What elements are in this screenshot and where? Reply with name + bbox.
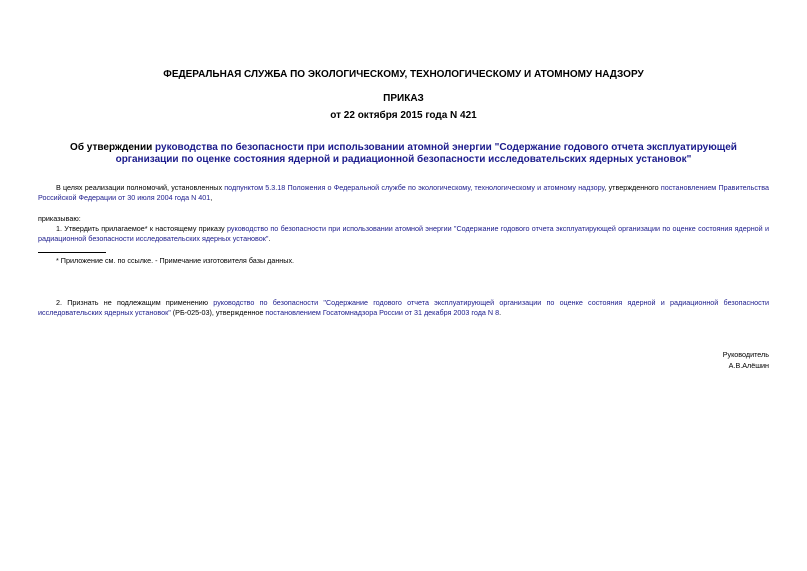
preamble-paragraph (38, 183, 769, 203)
order-word: приказываю: (38, 214, 81, 223)
footnote-separator (38, 252, 106, 253)
item-1-link-guide[interactable]: руководство по безопасности при использовании атомной энергии "Содержание годового отчета эксплуатирующей организации по оценке состояния ядерной и радиационной безопасности исследовательских ядерных установок" (38, 224, 769, 243)
item-1-paragraph (38, 224, 769, 244)
item-2-link-decree[interactable]: постановлением Госатомнадзора России от 31 декабря 2003 года N 8 (265, 308, 500, 317)
preamble-text-1: В целях реализации полномочий, установленных (56, 183, 225, 192)
item-2-text-1: 2. Признать не подлежащим применению (56, 298, 214, 307)
doc-type-heading: ПРИКАЗ (383, 93, 424, 104)
preamble-text-3: , (210, 193, 213, 202)
signature-role: Руководитель (722, 350, 769, 359)
signature-block (723, 349, 769, 371)
signature-name: А.В.Алёшин (728, 361, 769, 370)
title-prefix: Об утверждении (70, 142, 156, 153)
document-title (38, 142, 769, 166)
item-2-paragraph (38, 298, 769, 318)
item-1-text-2: . (268, 234, 271, 243)
preamble-link-regulation[interactable]: подпунктом 5.3.18 Положения о Федеральной службе по экологическому, технологическому и атомному надзору (224, 183, 605, 192)
doc-date-number: от 22 октября 2015 года N 421 (330, 110, 477, 121)
item-2-text-2: (РБ-025-03), утвержденное (170, 308, 266, 317)
item-2-link-guide[interactable]: руководство по безопасности "Содержание годового отчета эксплуатирующей организации по оценке состояния ядерной и радиационной безопасности исследовательских ядерных установок" (38, 298, 769, 317)
agency-heading: ФЕДЕРАЛЬНАЯ СЛУЖБА ПО ЭКОЛОГИЧЕСКОМУ, ТЕХНОЛОГИЧЕСКОМУ И АТОМНОМУ НАДЗОРУ (163, 69, 644, 80)
item-1-text-1: 1. Утвердить прилагаемое* к настоящему приказу (56, 224, 227, 233)
footnote: * Приложение см. по ссылке. - Примечание изготовителя базы данных. (56, 256, 295, 265)
title-link[interactable]: руководства по безопасности при использовании атомной энергии "Содержание годового отчета эксплуатирующей организации по оценке состояния ядерной и радиационной безопасности исследовательских ядерных установок" (115, 142, 737, 165)
preamble-text-2: , утвержденного (604, 183, 661, 192)
item-2-text-3: . (499, 308, 502, 317)
preamble-link-decree[interactable]: постановлением Правительства Российской Федерации от 30 июля 2004 года N 401 (38, 183, 769, 202)
